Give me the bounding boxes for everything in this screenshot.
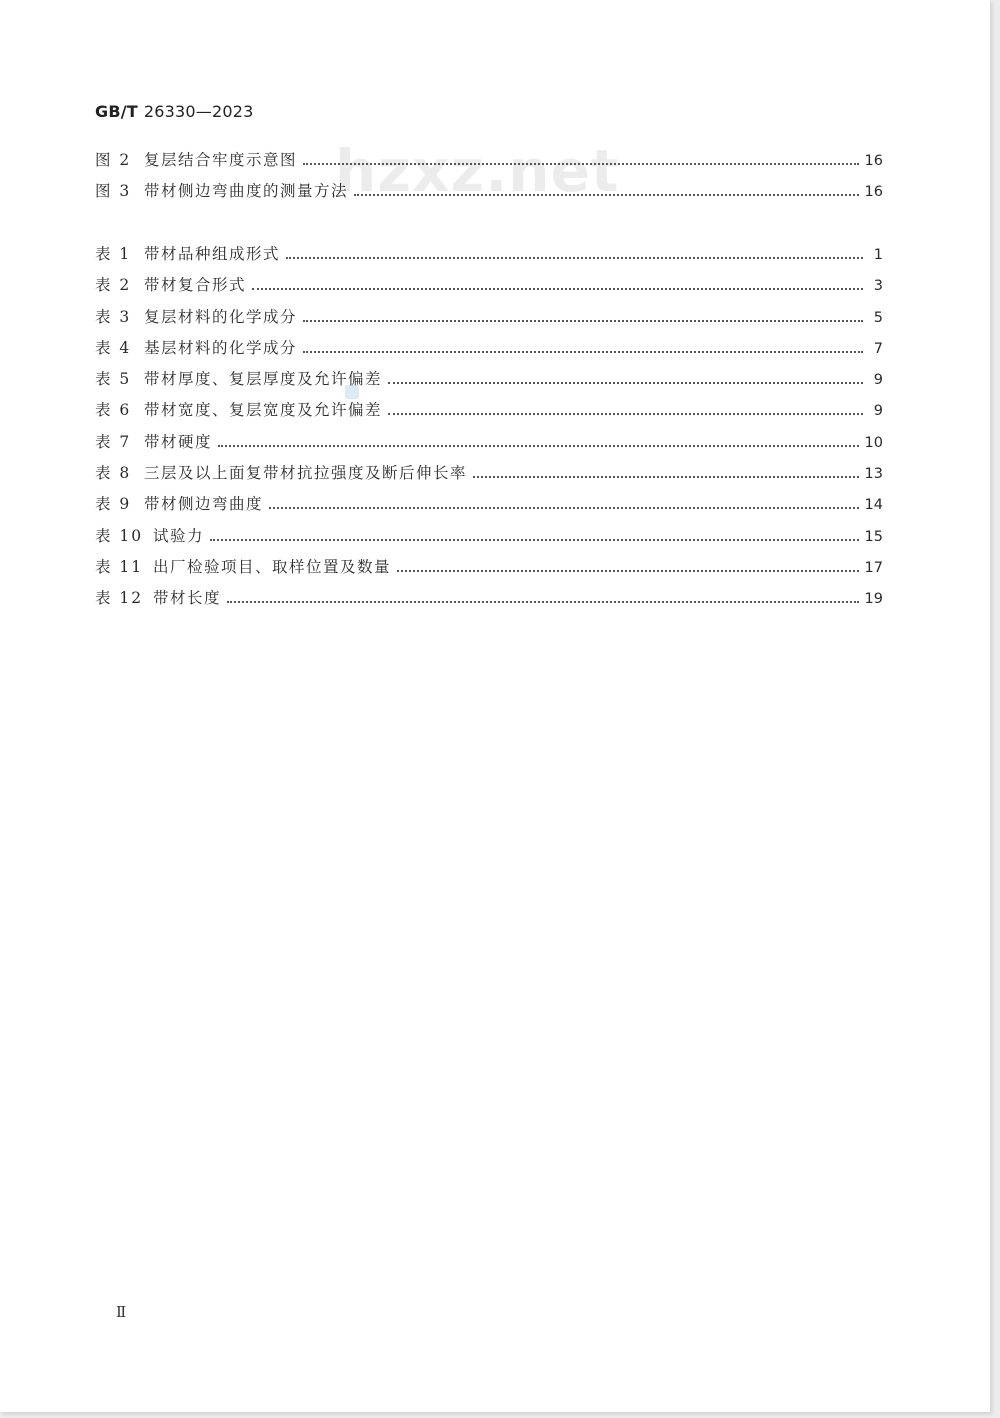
toc-entry-title: 带材复合形式 [144,276,247,295]
toc-entry-page: 16 [864,184,883,201]
toc-entry-figure-3[interactable] [95,179,883,210]
toc-entry-table-6[interactable] [95,398,883,429]
toc-entry-table-1[interactable] [95,242,883,273]
toc-entry-table-2[interactable] [95,273,883,304]
toc-entry-title: 带材侧边弯曲度的测量方法 [144,182,349,201]
toc-leader-dots [269,507,859,509]
toc-entry-title: 带材硬度 [144,432,213,451]
toc-leader-dots [397,570,859,572]
toc-entry-page: 3 [873,278,883,295]
toc-entry-table-9[interactable] [95,492,883,523]
toc-leader-dots [388,413,863,415]
toc-entry-table-8[interactable] [95,461,883,492]
toc-entry-page: 1 [873,247,883,263]
toc-entry-label: 表 7 [95,432,132,451]
toc-entry-table-4[interactable] [95,336,883,367]
toc-leader-dots [227,601,859,603]
toc-entry-page: 9 [873,372,883,389]
table-list [95,242,883,618]
toc-entry-table-12[interactable] [95,586,883,617]
toc-entry-page: 10 [864,434,883,451]
toc-entry-title: 带材厚度、复层厚度及允许偏差 [144,370,383,389]
toc-entry-label: 表 8 [95,464,132,483]
standard-code: GB/T [95,102,138,121]
toc-entry-table-5[interactable] [95,367,883,398]
toc-entry-page: 9 [873,403,883,420]
toc-entry-label: 表 6 [95,401,132,420]
toc-entry-title: 基层材料的化学成分 [144,338,298,357]
standard-number: 26330—2023 [143,102,254,121]
figure-list [95,148,883,211]
toc-entry-page: 16 [864,153,883,169]
toc-entry-page: 17 [864,559,883,576]
toc-entry-label: 图 3 [95,182,132,201]
toc-entry-title: 试验力 [153,526,205,545]
toc-entry-label: 表 5 [95,370,132,389]
toc-leader-dots [473,476,859,478]
toc-leader-dots [303,320,863,322]
toc-leader-dots [303,163,859,165]
toc-leader-dots [218,445,859,447]
toc-entry-page: 7 [873,340,883,357]
toc-entry-title: 三层及以上面复带材抗拉强度及断后伸长率 [144,464,468,483]
toc-entry-page: 14 [864,497,883,514]
toc-entry-label: 表 1 [95,245,132,263]
toc-entry-table-11[interactable] [95,555,883,586]
toc-leader-dots [252,288,863,290]
toc-entry-title: 复层材料的化学成分 [144,307,298,326]
toc-entry-title: 带材侧边弯曲度 [144,495,264,514]
toc-entry-title: 带材长度 [153,589,222,608]
toc-entry-page: 13 [864,466,883,483]
toc-entry-page: 19 [864,591,883,608]
toc-entry-label: 表 4 [95,338,132,357]
toc-entry-label: 表 9 [95,495,132,514]
toc-leader-dots [286,257,863,259]
toc-entry-title: 出厂检验项目、取样位置及数量 [153,557,392,576]
toc-entry-title: 带材宽度、复层宽度及允许偏差 [144,401,383,420]
toc-entry-page: 15 [864,528,883,545]
page-number: Ⅱ [116,1303,127,1321]
toc-entry-label: 图 2 [95,151,132,169]
toc-entry-title: 带材品种组成形式 [144,245,281,263]
toc-entry-label: 表 11 [95,557,144,576]
toc-entry-table-7[interactable] [95,430,883,461]
toc-leader-dots [210,539,859,541]
toc-entry-table-10[interactable] [95,524,883,555]
toc-entry-table-3[interactable] [95,305,883,336]
toc-entry-page: 5 [873,309,883,326]
toc-leader-dots [303,351,863,353]
toc-entry-figure-2[interactable] [95,148,883,179]
toc-leader-dots [354,194,859,196]
toc-entry-label: 表 12 [95,589,144,608]
toc-entry-label: 表 2 [95,276,132,295]
toc-entry-label: 表 3 [95,307,132,326]
toc-entry-label: 表 10 [95,526,144,545]
watermark-text: hzxz.net [335,137,620,205]
toc-leader-dots [388,382,863,384]
standard-header [95,102,254,121]
toc-entry-title: 复层结合牢度示意图 [144,151,298,169]
